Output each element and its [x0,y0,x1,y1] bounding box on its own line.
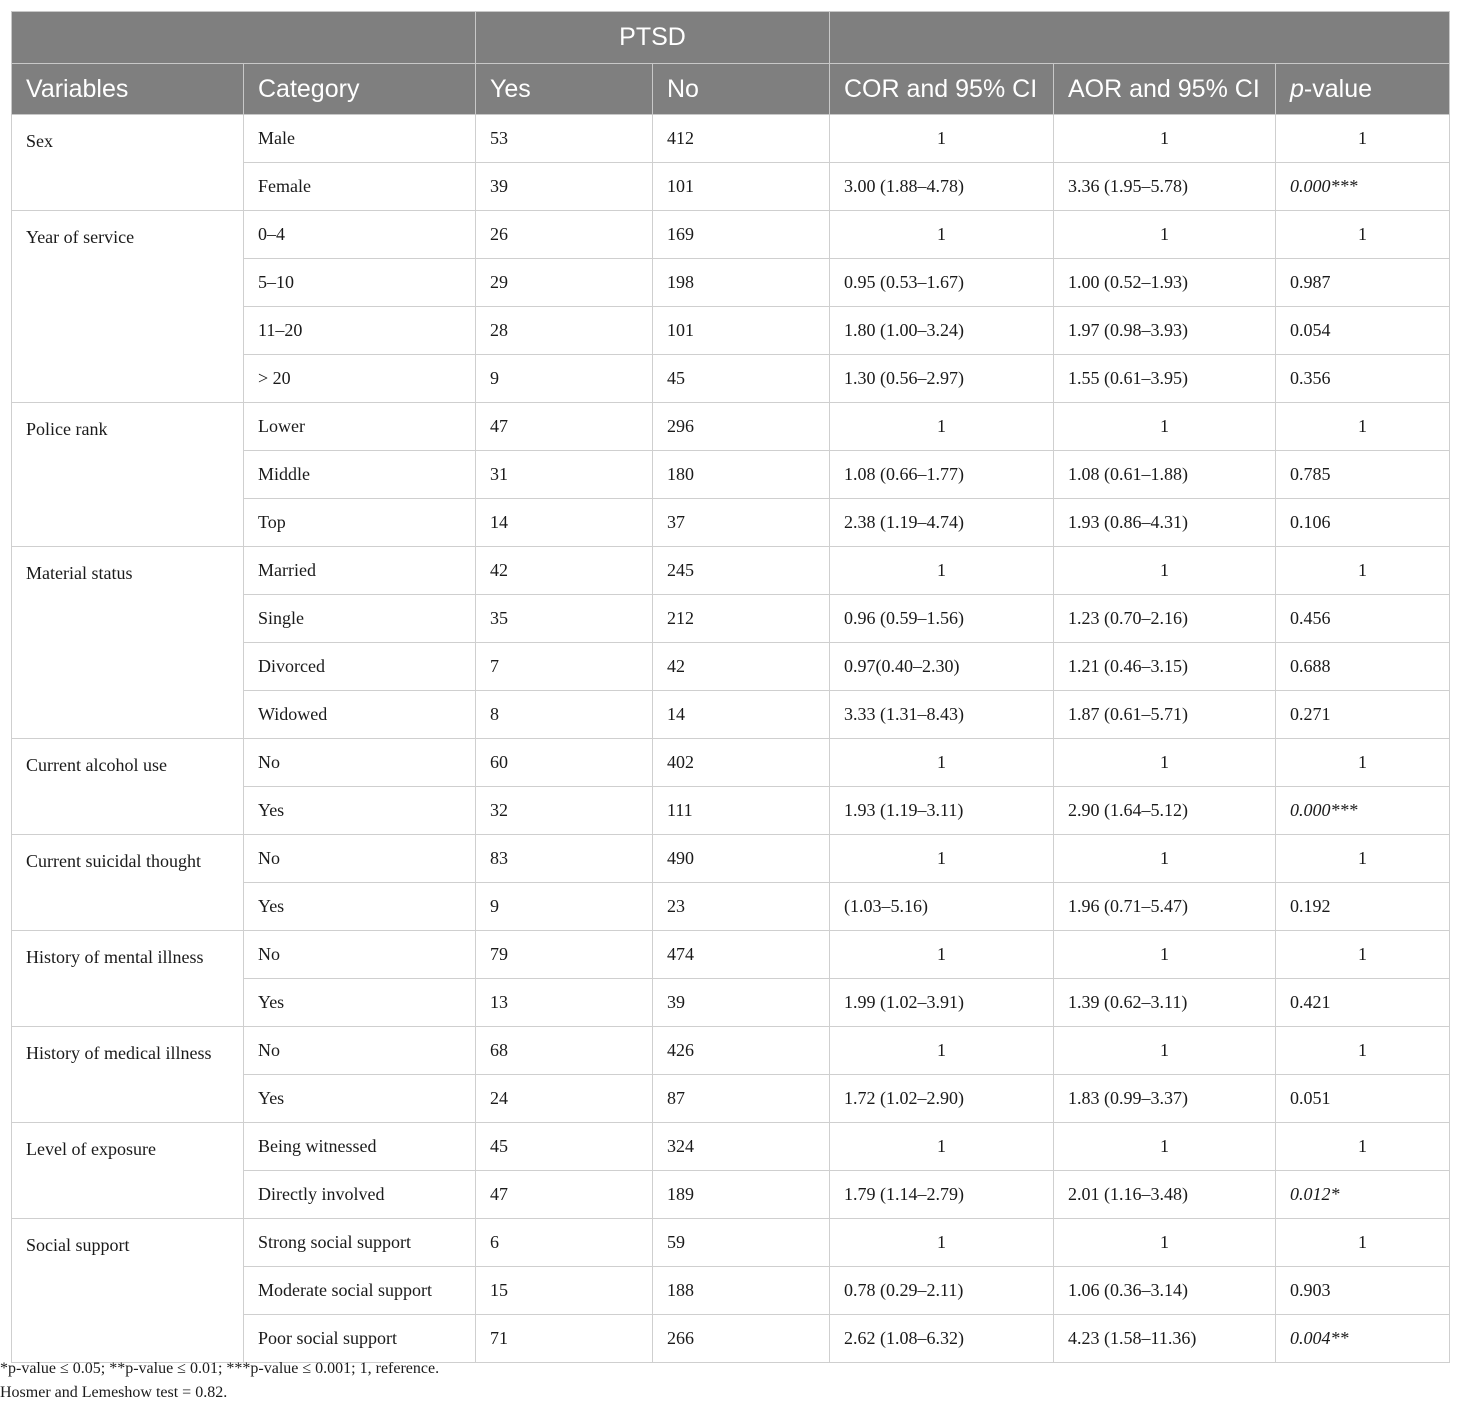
cor-cell: 0.97(0.40–2.30) [830,643,1054,691]
header-columns-row [12,64,1450,115]
cor-cell: 1 [830,1219,1054,1267]
col-header-yes: Yes [476,64,653,115]
ptsd-no-cell: 412 [653,115,830,163]
category-cell: Male [244,115,476,163]
aor-cell: 1.87 (0.61–5.71) [1054,691,1276,739]
ptsd-no-cell: 266 [653,1315,830,1363]
aor-cell: 1 [1054,115,1276,163]
table-row [12,547,1450,595]
aor-cell: 1.00 (0.52–1.93) [1054,259,1276,307]
p-value-cell: 0.000*** [1276,163,1450,211]
variable-cell: Year of service [12,211,244,403]
ptsd-yes-cell: 42 [476,547,653,595]
table-row [12,931,1450,979]
p-value-cell: 0.903 [1276,1267,1450,1315]
p-italic: p [1290,74,1304,103]
cor-cell: 1.30 (0.56–2.97) [830,355,1054,403]
p-value-cell: 1 [1276,403,1450,451]
category-cell: Strong social support [244,1219,476,1267]
category-cell: 5–10 [244,259,476,307]
aor-cell: 1.97 (0.98–3.93) [1054,307,1276,355]
category-cell: > 20 [244,355,476,403]
category-cell: No [244,835,476,883]
p-value-cell: 1 [1276,1123,1450,1171]
col-header-variables: Variables [12,64,244,115]
ptsd-no-cell: 402 [653,739,830,787]
aor-cell: 1 [1054,739,1276,787]
ptsd-yes-cell: 9 [476,883,653,931]
ptsd-no-cell: 37 [653,499,830,547]
category-cell: 11–20 [244,307,476,355]
category-cell: Yes [244,883,476,931]
p-value-cell: 1 [1276,1219,1450,1267]
ptsd-no-cell: 45 [653,355,830,403]
cor-cell: 1 [830,739,1054,787]
ptsd-yes-cell: 83 [476,835,653,883]
footnote-hosmer-lemeshow: Hosmer and Lemeshow test = 0.82. [0,1384,228,1401]
p-value-cell: 1 [1276,1027,1450,1075]
ptsd-yes-cell: 35 [476,595,653,643]
variable-cell: Level of exposure [12,1123,244,1219]
category-cell: Moderate social support [244,1267,476,1315]
aor-cell: 1 [1054,1219,1276,1267]
cor-cell: (1.03–5.16) [830,883,1054,931]
variable-cell: Material status [12,547,244,739]
category-cell: No [244,1027,476,1075]
ptsd-no-cell: 87 [653,1075,830,1123]
header-ptsd-group: PTSD [476,12,830,64]
cor-cell: 3.00 (1.88–4.78) [830,163,1054,211]
p-value-cell: 0.054 [1276,307,1450,355]
category-cell: Middle [244,451,476,499]
cor-cell: 1 [830,403,1054,451]
ptsd-yes-cell: 47 [476,403,653,451]
variable-cell: Sex [12,115,244,211]
p-value-cell: 0.987 [1276,259,1450,307]
ptsd-yes-cell: 32 [476,787,653,835]
table-row [12,403,1450,451]
header-blank-left [12,12,476,64]
cor-cell: 1.93 (1.19–3.11) [830,787,1054,835]
aor-cell: 2.90 (1.64–5.12) [1054,787,1276,835]
aor-cell: 1.55 (0.61–3.95) [1054,355,1276,403]
header-group-row [12,12,1450,64]
aor-cell: 4.23 (1.58–11.36) [1054,1315,1276,1363]
ptsd-no-cell: 426 [653,1027,830,1075]
p-value-cell: 0.004** [1276,1315,1450,1363]
variable-cell: Current suicidal thought [12,835,244,931]
p-value-cell: 0.421 [1276,979,1450,1027]
aor-cell: 1 [1054,835,1276,883]
ptsd-yes-cell: 8 [476,691,653,739]
cor-cell: 2.38 (1.19–4.74) [830,499,1054,547]
aor-cell: 1.96 (0.71–5.47) [1054,883,1276,931]
aor-cell: 1 [1054,931,1276,979]
ptsd-no-cell: 23 [653,883,830,931]
ptsd-yes-cell: 13 [476,979,653,1027]
category-cell: Yes [244,979,476,1027]
cor-cell: 0.95 (0.53–1.67) [830,259,1054,307]
variable-cell: Police rank [12,403,244,547]
p-value-cell: 1 [1276,115,1450,163]
cor-cell: 1.08 (0.66–1.77) [830,451,1054,499]
table-row [12,1027,1450,1075]
ptsd-yes-cell: 39 [476,163,653,211]
ptsd-yes-cell: 68 [476,1027,653,1075]
p-value-cell: 0.106 [1276,499,1450,547]
cor-cell: 0.78 (0.29–2.11) [830,1267,1054,1315]
ptsd-no-cell: 189 [653,1171,830,1219]
ptsd-no-cell: 212 [653,595,830,643]
p-value-cell: 1 [1276,931,1450,979]
p-rest: -value [1303,74,1372,103]
ptsd-no-cell: 101 [653,163,830,211]
ptsd-no-cell: 180 [653,451,830,499]
table-row [12,1123,1450,1171]
p-value-cell: 0.192 [1276,883,1450,931]
ptsd-yes-cell: 24 [476,1075,653,1123]
header-blank-right [830,12,1450,64]
aor-cell: 3.36 (1.95–5.78) [1054,163,1276,211]
cor-cell: 1.72 (1.02–2.90) [830,1075,1054,1123]
cor-cell: 1.80 (1.00–3.24) [830,307,1054,355]
table-row [12,1219,1450,1267]
p-value-cell: 0.456 [1276,595,1450,643]
category-cell: Female [244,163,476,211]
table-row [12,211,1450,259]
col-header-no: No [653,64,830,115]
col-header-cor: COR and 95% CI [830,64,1054,115]
aor-cell: 1.21 (0.46–3.15) [1054,643,1276,691]
aor-cell: 1.06 (0.36–3.14) [1054,1267,1276,1315]
category-cell: Lower [244,403,476,451]
ptsd-no-cell: 188 [653,1267,830,1315]
category-cell: Married [244,547,476,595]
cor-cell: 1 [830,115,1054,163]
variable-cell: Social support [12,1219,244,1363]
aor-cell: 1.83 (0.99–3.37) [1054,1075,1276,1123]
ptsd-yes-cell: 31 [476,451,653,499]
col-header-category: Category [244,64,476,115]
category-cell: Yes [244,1075,476,1123]
ptsd-no-cell: 169 [653,211,830,259]
ptsd-yes-cell: 14 [476,499,653,547]
p-value-cell: 0.356 [1276,355,1450,403]
variable-cell: Current alcohol use [12,739,244,835]
p-value-cell: 1 [1276,547,1450,595]
table-row [12,115,1450,163]
ptsd-yes-cell: 15 [476,1267,653,1315]
cor-cell: 1 [830,1123,1054,1171]
p-value-cell: 0.271 [1276,691,1450,739]
aor-cell: 1 [1054,211,1276,259]
ptsd-no-cell: 59 [653,1219,830,1267]
p-value-cell: 1 [1276,835,1450,883]
aor-cell: 1.08 (0.61–1.88) [1054,451,1276,499]
cor-cell: 2.62 (1.08–6.32) [830,1315,1054,1363]
ptsd-no-cell: 324 [653,1123,830,1171]
table-body [12,115,1450,1363]
category-cell: Single [244,595,476,643]
aor-cell: 1 [1054,1027,1276,1075]
ptsd-no-cell: 296 [653,403,830,451]
ptsd-no-cell: 14 [653,691,830,739]
variable-cell: History of medical illness [12,1027,244,1123]
category-cell: Divorced [244,643,476,691]
ptsd-yes-cell: 71 [476,1315,653,1363]
ptsd-yes-cell: 45 [476,1123,653,1171]
category-cell: No [244,739,476,787]
aor-cell: 1 [1054,1123,1276,1171]
p-value-cell: 0.785 [1276,451,1450,499]
p-value-cell: 1 [1276,739,1450,787]
cor-cell: 1.99 (1.02–3.91) [830,979,1054,1027]
cor-cell: 0.96 (0.59–1.56) [830,595,1054,643]
variable-cell: History of mental illness [12,931,244,1027]
ptsd-yes-cell: 60 [476,739,653,787]
cor-cell: 1 [830,547,1054,595]
ptsd-yes-cell: 53 [476,115,653,163]
ptsd-no-cell: 42 [653,643,830,691]
category-cell: Being witnessed [244,1123,476,1171]
table-row [12,835,1450,883]
category-cell: 0–4 [244,211,476,259]
ptsd-yes-cell: 9 [476,355,653,403]
aor-cell: 1.93 (0.86–4.31) [1054,499,1276,547]
table-footnotes [0,1357,439,1405]
aor-cell: 1.39 (0.62–3.11) [1054,979,1276,1027]
table-row [12,739,1450,787]
col-header-p-value [1276,64,1450,115]
footnote-significance: *p-value ≤ 0.05; **p-value ≤ 0.01; ***p-value ≤ 0.001; 1, reference. [0,1360,440,1377]
col-header-aor: AOR and 95% CI [1054,64,1276,115]
cor-cell: 1 [830,1027,1054,1075]
p-value-cell: 0.051 [1276,1075,1450,1123]
ptsd-yes-cell: 29 [476,259,653,307]
ptsd-no-cell: 39 [653,979,830,1027]
category-cell: No [244,931,476,979]
p-value-cell: 1 [1276,211,1450,259]
aor-cell: 1 [1054,547,1276,595]
ptsd-yes-cell: 6 [476,1219,653,1267]
ptsd-yes-cell: 7 [476,643,653,691]
cor-cell: 1.79 (1.14–2.79) [830,1171,1054,1219]
category-cell: Yes [244,787,476,835]
ptsd-yes-cell: 79 [476,931,653,979]
category-cell: Directly involved [244,1171,476,1219]
ptsd-yes-cell: 26 [476,211,653,259]
p-value-cell: 0.688 [1276,643,1450,691]
aor-cell: 2.01 (1.16–3.48) [1054,1171,1276,1219]
ptsd-no-cell: 198 [653,259,830,307]
ptsd-yes-cell: 28 [476,307,653,355]
aor-cell: 1.23 (0.70–2.16) [1054,595,1276,643]
p-value-cell: 0.000*** [1276,787,1450,835]
ptsd-no-cell: 490 [653,835,830,883]
ptsd-no-cell: 101 [653,307,830,355]
category-cell: Widowed [244,691,476,739]
cor-cell: 1 [830,211,1054,259]
ptsd-no-cell: 111 [653,787,830,835]
ptsd-no-cell: 245 [653,547,830,595]
table-container [11,11,1449,1363]
cor-cell: 3.33 (1.31–8.43) [830,691,1054,739]
cor-cell: 1 [830,835,1054,883]
ptsd-regression-table [11,11,1450,1363]
ptsd-no-cell: 474 [653,931,830,979]
category-cell: Top [244,499,476,547]
category-cell: Poor social support [244,1315,476,1363]
cor-cell: 1 [830,931,1054,979]
aor-cell: 1 [1054,403,1276,451]
ptsd-yes-cell: 47 [476,1171,653,1219]
p-value-cell: 0.012* [1276,1171,1450,1219]
